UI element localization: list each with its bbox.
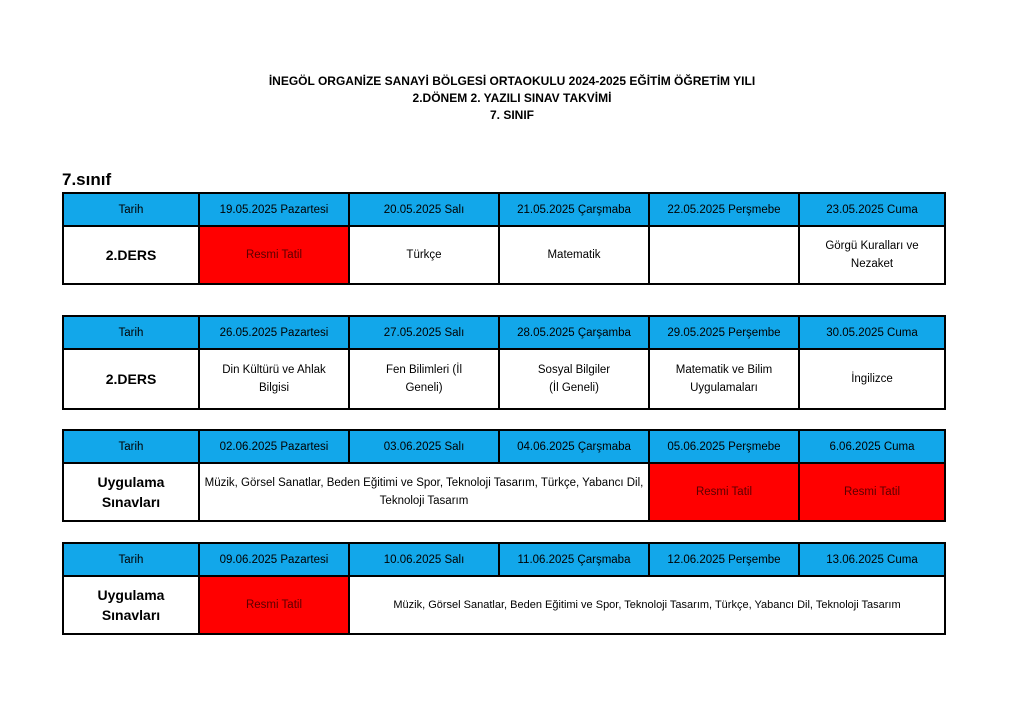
date-row bbox=[63, 543, 945, 576]
schedule-table-week-1 bbox=[62, 192, 946, 285]
exam-cell bbox=[649, 226, 799, 284]
exam-cell: Matematik bbox=[499, 226, 649, 284]
date-row bbox=[63, 193, 945, 226]
date-header-cell: 19.05.2025 Pazartesi bbox=[199, 193, 349, 226]
date-header-cell: 6.06.2025 Cuma bbox=[799, 430, 945, 463]
holiday-cell: Resmi Tatil bbox=[649, 463, 799, 521]
holiday-cell: Resmi Tatil bbox=[199, 226, 349, 284]
date-header-cell: 26.05.2025 Pazartesi bbox=[199, 316, 349, 349]
exam-cell: Matematik ve Bilim Uygulamaları bbox=[649, 349, 799, 409]
exam-row bbox=[63, 576, 945, 634]
schedule-table-week-3 bbox=[62, 429, 946, 522]
date-header-cell: 03.06.2025 Salı bbox=[349, 430, 499, 463]
exam-cell: İngilizce bbox=[799, 349, 945, 409]
date-header-cell: Tarih bbox=[63, 193, 199, 226]
holiday-cell: Resmi Tatil bbox=[799, 463, 945, 521]
exam-cell: Sosyal Bilgiler (İl Geneli) bbox=[499, 349, 649, 409]
date-header-cell: 10.06.2025 Salı bbox=[349, 543, 499, 576]
holiday-cell: Resmi Tatil bbox=[199, 576, 349, 634]
exam-cell: Din Kültürü ve Ahlak Bilgisi bbox=[199, 349, 349, 409]
schedule-table-week-4 bbox=[62, 542, 946, 635]
row-label: Uygulama Sınavları bbox=[63, 576, 199, 634]
date-header-cell: 23.05.2025 Cuma bbox=[799, 193, 945, 226]
date-header-cell: 04.06.2025 Çarşmaba bbox=[499, 430, 649, 463]
school-title: İNEGÖL ORGANİZE SANAYİ BÖLGESİ ORTAOKULU 2024-2025 EĞİTİM ÖĞRETİM YILI bbox=[268, 74, 756, 88]
date-header-cell: Tarih bbox=[63, 316, 199, 349]
date-header-cell: 30.05.2025 Cuma bbox=[799, 316, 945, 349]
document-header bbox=[0, 73, 1024, 124]
class-label: 7.sınıf bbox=[62, 170, 112, 189]
exam-cell: Türkçe bbox=[349, 226, 499, 284]
date-header-cell: 28.05.2025 Çarşamba bbox=[499, 316, 649, 349]
practical-exams-cell: Müzik, Görsel Sanatlar, Beden Eğitimi ve Spor, Teknoloji Tasarım, Türkçe, Yabancı Dil, Teknoloji Tasarım bbox=[349, 576, 945, 634]
date-header-cell: 02.06.2025 Pazartesi bbox=[199, 430, 349, 463]
date-header-cell: 20.05.2025 Salı bbox=[349, 193, 499, 226]
schedule-table-week-2 bbox=[62, 315, 946, 410]
exam-cell: Fen Bilimleri (İl Geneli) bbox=[349, 349, 499, 409]
date-header-cell: 11.06.2025 Çarşmaba bbox=[499, 543, 649, 576]
date-header-cell: 27.05.2025 Salı bbox=[349, 316, 499, 349]
date-header-cell: 21.05.2025 Çarşmaba bbox=[499, 193, 649, 226]
exam-calendar-title: 2.DÖNEM 2. YAZILI SINAV TAKVİMİ bbox=[412, 91, 612, 105]
date-header-cell: 29.05.2025 Perşembe bbox=[649, 316, 799, 349]
exam-cell: Görgü Kuralları ve Nezaket bbox=[799, 226, 945, 284]
date-header-cell: 13.06.2025 Cuma bbox=[799, 543, 945, 576]
date-header-cell: 22.05.2025 Perşmebe bbox=[649, 193, 799, 226]
row-label: Uygulama Sınavları bbox=[63, 463, 199, 521]
row-label: 2.DERS bbox=[63, 226, 199, 284]
date-header-cell: 09.06.2025 Pazartesi bbox=[199, 543, 349, 576]
exam-row bbox=[63, 226, 945, 284]
row-label: 2.DERS bbox=[63, 349, 199, 409]
date-row bbox=[63, 430, 945, 463]
exam-row bbox=[63, 463, 945, 521]
date-header-cell: 05.06.2025 Perşmebe bbox=[649, 430, 799, 463]
practical-exams-cell: Müzik, Görsel Sanatlar, Beden Eğitimi ve Spor, Teknoloji Tasarım, Türkçe, Yabancı Dil, Teknoloji Tasarım bbox=[199, 463, 649, 521]
grade-title: 7. SINIF bbox=[489, 108, 534, 122]
date-header-cell: 12.06.2025 Perşembe bbox=[649, 543, 799, 576]
date-header-cell: Tarih bbox=[63, 430, 199, 463]
date-row bbox=[63, 316, 945, 349]
date-header-cell: Tarih bbox=[63, 543, 199, 576]
exam-row bbox=[63, 349, 945, 409]
